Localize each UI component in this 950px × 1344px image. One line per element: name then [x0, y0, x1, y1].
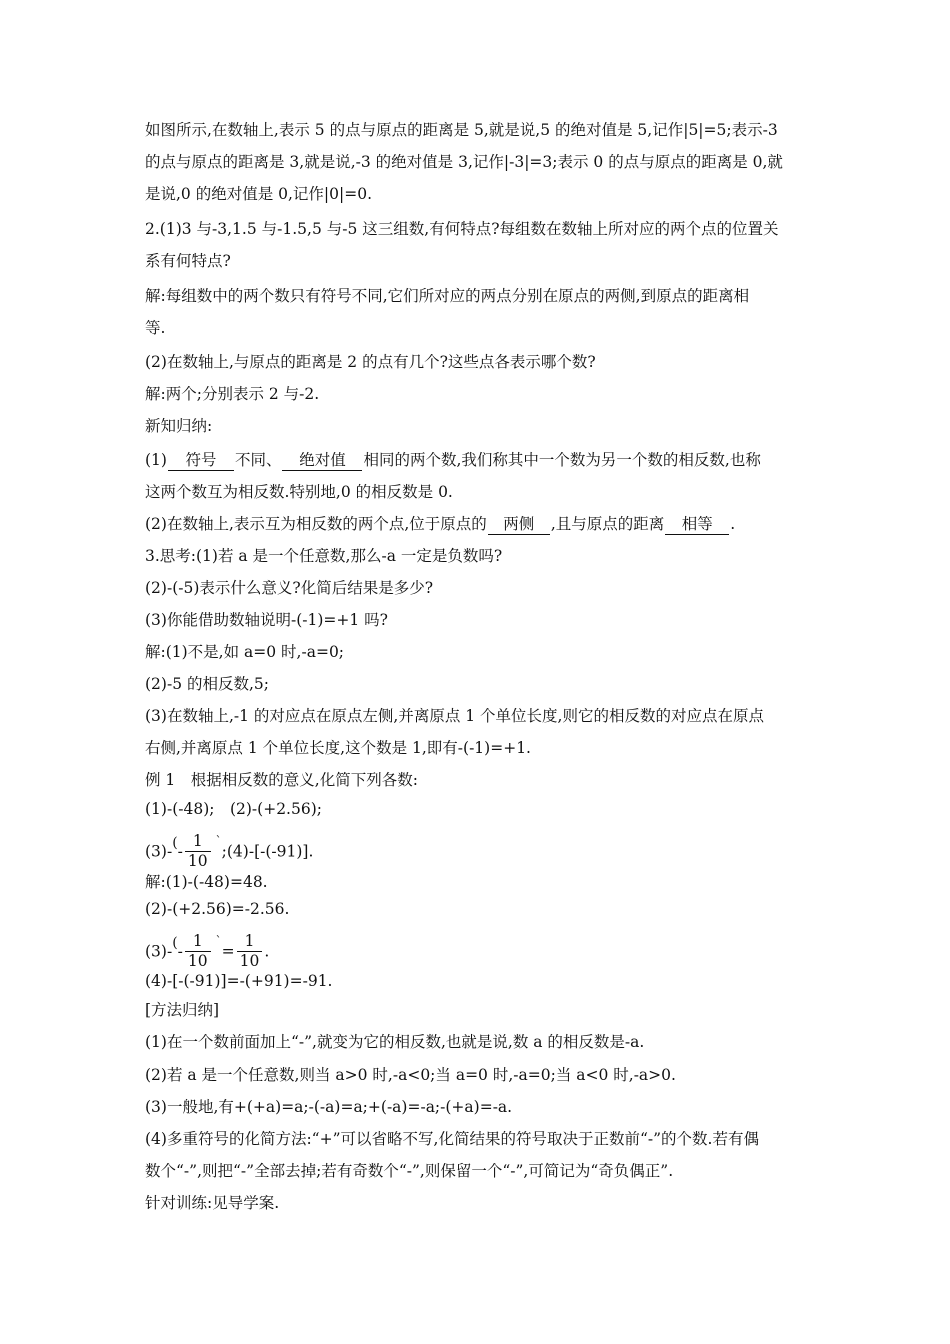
answer-3-3-line-2: 右侧,并离原点 1 个单位长度,这个数是 1,即有-(-1)=+1.: [145, 739, 531, 757]
summary-2-mid: ,且与原点的距离: [550, 515, 665, 533]
method-item-3: (3)一般地,有+(+a)=a;-(-a)=a;+(-a)=-a;-(+a)=-a.: [145, 1098, 513, 1116]
right-paren-mark: `: [215, 833, 222, 848]
method-item-4-line-2: 数个“-”,则把“-”全部去掉;若有奇数个“-”,则保留一个“-”,可简记为“奇负偶正”.: [145, 1162, 674, 1180]
right-paren-mark: `: [215, 933, 222, 948]
blank-fill-equal: 相等: [665, 515, 729, 535]
blank-fill-both-sides: 两侧: [488, 515, 550, 535]
blank-fill-absolute-value: 绝对值: [282, 451, 362, 471]
question-2-line-2: 系有何特点?: [145, 252, 231, 270]
summary-item-2: [145, 512, 735, 536]
left-paren: (: [172, 934, 178, 951]
answer-3-3-line-1: (3)在数轴上,-1 的对应点在原点左侧,并离原点 1 个单位长度,则它的相反数的对应点在原点: [145, 707, 764, 725]
item-3-suffix: ;(4)-[-(-91)].: [221, 842, 314, 861]
solution-3: [145, 932, 270, 970]
summary-1-prefix: (1): [145, 451, 167, 469]
minus-sign: -: [177, 942, 183, 961]
equals-sign: =: [221, 942, 235, 961]
minus-sign: -: [177, 842, 183, 861]
question-3-line-1: 3.思考:(1)若 a 是一个任意数,那么-a 一定是负数吗?: [145, 547, 503, 565]
intro-line-3: 是说,0 的绝对值是 0,记作|0|=0.: [145, 185, 373, 203]
summary-item-1: [145, 448, 761, 472]
summary-title: 新知归纳:: [145, 417, 213, 435]
fraction-result: [237, 932, 263, 971]
summary-item-1-line-2: 这两个数互为相反数.特别地,0 的相反数是 0.: [145, 483, 453, 501]
answer-3-2: (2)-5 的相反数,5;: [145, 675, 269, 693]
fraction-denominator: 10: [185, 851, 211, 871]
summary-2-end: .: [730, 515, 736, 533]
fraction-denominator: 10: [185, 951, 211, 971]
intro-line-2: 的点与原点的距离是 3,就是说,-3 的绝对值是 3,记作|-3|=3;表示 0 的点与原点的距离是 0,就: [145, 153, 783, 171]
method-item-2: (2)若 a 是一个任意数,则当 a>0 时,-a<0;当 a=0 时,-a=0;当 a<0 时,-a>0.: [145, 1066, 676, 1084]
answer-2-2: 解:两个;分别表示 2 与-2.: [145, 385, 320, 403]
left-paren: (: [172, 834, 178, 851]
question-2-line-1: 2.(1)3 与-3,1.5 与-1.5,5 与-5 这三组数,有何特点?每组数在数轴上所对应的两个点的位置关: [145, 220, 779, 238]
blank-fill-sign: 符号: [168, 451, 234, 471]
question-3-line-3: (3)你能借助数轴说明-(-1)=+1 吗?: [145, 611, 388, 629]
fraction-one-tenth: [185, 932, 211, 971]
example-items-line-1: (1)-(-48); (2)-(+2.56);: [145, 800, 322, 818]
practice-note: 针对训练:见导学案.: [145, 1194, 280, 1212]
answer-2-1-line-2: 等.: [145, 319, 166, 337]
fraction-denominator: 10: [237, 951, 263, 971]
method-item-1: (1)在一个数前面加上“-”,就变为它的相反数,也就是说,数 a 的相反数是-a.: [145, 1033, 645, 1051]
summary-1-rest: 相同的两个数,我们称其中一个数为另一个数的相反数,也称: [363, 451, 761, 469]
method-title: [方法归纳]: [145, 1001, 220, 1019]
question-2-part-2: (2)在数轴上,与原点的距离是 2 的点有几个?这些点各表示哪个数?: [145, 353, 596, 371]
question-3-line-2: (2)-(-5)表示什么意义?化简后结果是多少?: [145, 579, 434, 597]
example-title: 例 1 根据相反数的意义,化简下列各数:: [145, 771, 418, 789]
item-3-prefix: (3)-: [145, 842, 173, 861]
summary-2-prefix: (2)在数轴上,表示互为相反数的两个点,位于原点的: [145, 515, 487, 533]
solution-1: 解:(1)-(-48)=48.: [145, 873, 268, 891]
intro-line-1: 如图所示,在数轴上,表示 5 的点与原点的距离是 5,就是说,5 的绝对值是 5,记作|5|=5;表示-3: [145, 121, 778, 139]
fraction-one-tenth: [185, 832, 211, 871]
answer-2-1-line-1: 解:每组数中的两个数只有符号不同,它们所对应的两点分别在原点的两侧,到原点的距离相: [145, 287, 750, 305]
solution-3-prefix: (3)-: [145, 942, 173, 961]
solution-3-end: .: [264, 942, 270, 961]
fraction-numerator: 1: [244, 932, 255, 950]
solution-2: (2)-(+2.56)=-2.56.: [145, 900, 290, 918]
example-item-3: [145, 832, 314, 870]
summary-1-mid: 不同、: [234, 451, 282, 469]
fraction-numerator: 1: [192, 832, 203, 850]
solution-4: (4)-[-(-91)]=-(+91)=-91.: [145, 972, 333, 990]
fraction-numerator: 1: [192, 932, 203, 950]
method-item-4-line-1: (4)多重符号的化简方法:“+”可以省略不写,化简结果的符号取决于正数前“-”的个数.若有偶: [145, 1130, 759, 1148]
answer-3-1: 解:(1)不是,如 a=0 时,-a=0;: [145, 643, 345, 661]
